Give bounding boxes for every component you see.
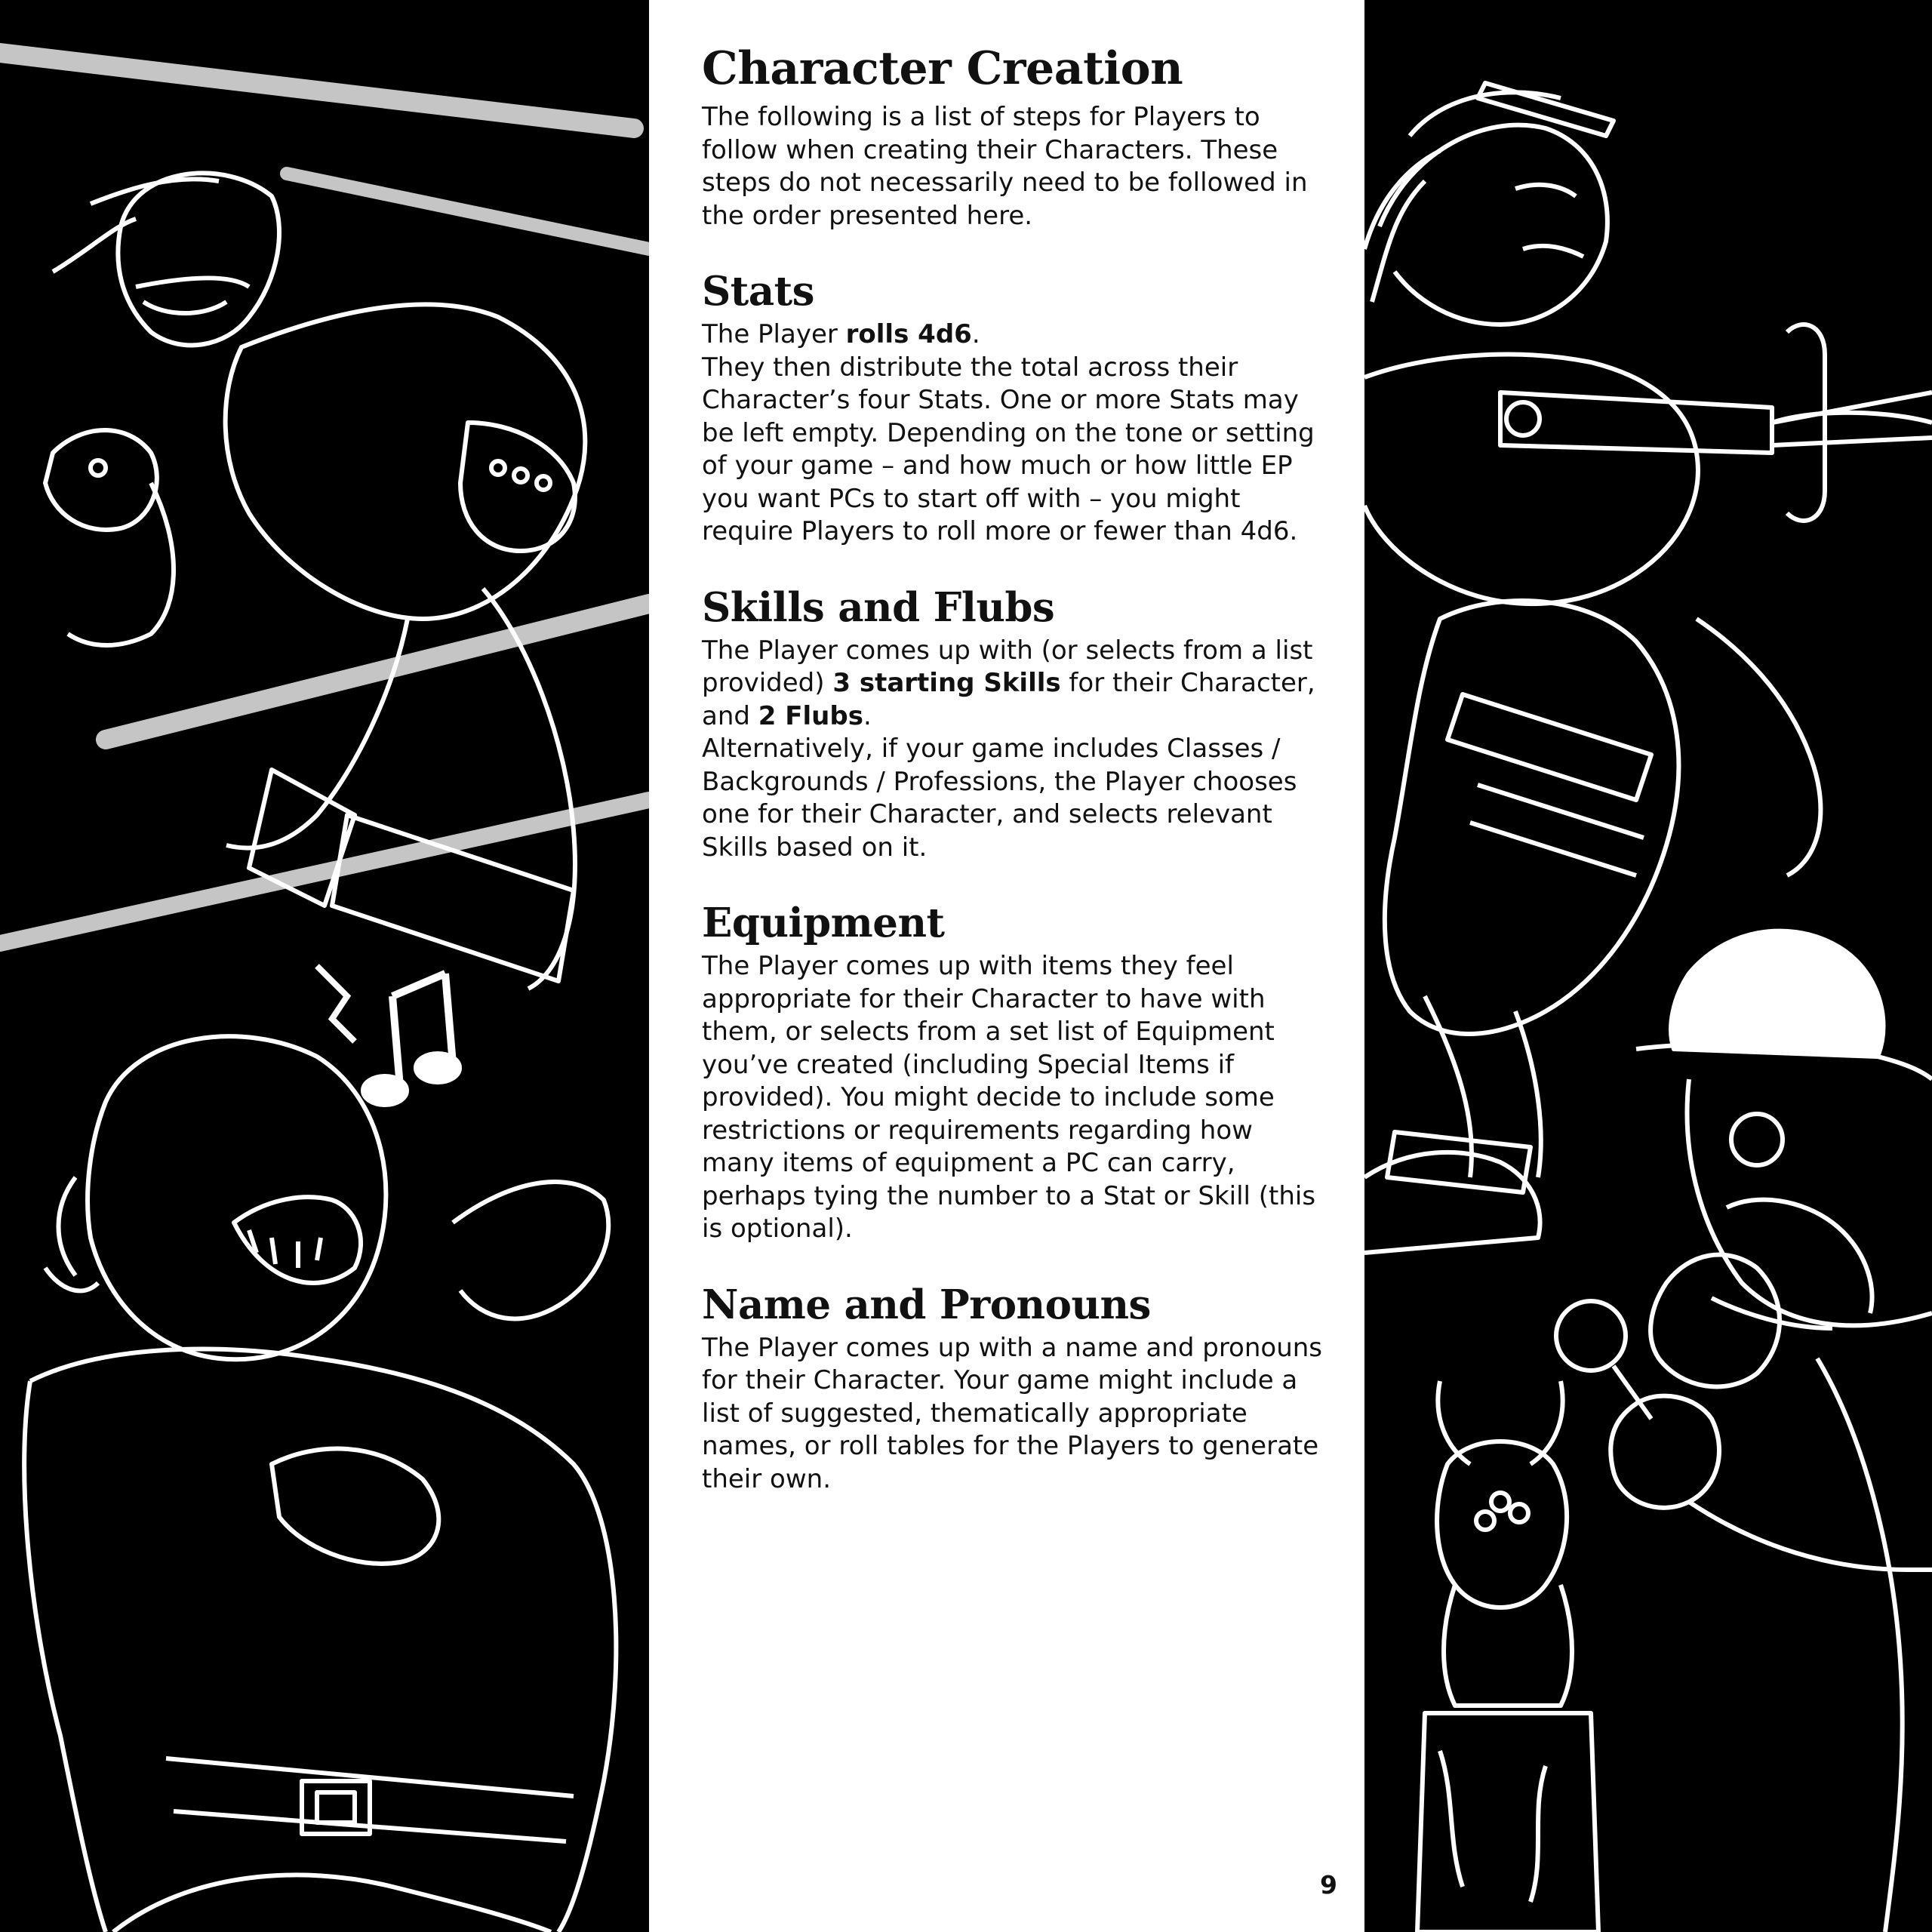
swordswoman-figure: [1364, 83, 1932, 1253]
body-line: their own.: [702, 1463, 831, 1494]
section-heading: Name and Pronouns: [702, 1281, 1151, 1328]
body-line: [702, 667, 1328, 700]
section-equipment: [702, 896, 1328, 1246]
page-title: Character Creation: [702, 42, 1183, 95]
body-line: Skills based on it.: [702, 832, 928, 863]
text-run: .: [971, 319, 980, 349]
body-line: appropriate for their Character to have with: [702, 983, 1266, 1014]
section-heading: Equipment: [702, 900, 945, 946]
section-skills-and-flubs: [702, 580, 1328, 865]
left-illustration: [0, 0, 649, 1932]
bold-text: rolls 4d6: [845, 319, 972, 349]
body-line: The Player comes up with (or selects from a list: [702, 635, 1313, 666]
body-line: [702, 318, 1328, 352]
body-line: is optional).: [702, 1214, 853, 1244]
body-line: The Player comes up with a name and pronouns: [702, 1332, 1323, 1363]
music-notes: [317, 966, 459, 1104]
intro-line: The following is a list of steps for Players to: [702, 102, 1260, 132]
detective-figure: [1556, 931, 1932, 1932]
body-line: require Players to roll more or fewer than 4d6.: [702, 516, 1298, 546]
body-line: Alternatively, if your game includes Classes /: [702, 734, 1281, 764]
bold-text: 2 Flubs: [758, 700, 863, 731]
body-line: restrictions or requirements regarding how: [702, 1115, 1253, 1146]
body-line: of your game – and how much or how little EP: [702, 451, 1293, 481]
text-run: and: [702, 700, 758, 731]
body-line: [702, 700, 1328, 734]
body-line: names, or roll tables for the Players to generate: [702, 1431, 1319, 1461]
intro-line: the order presented here.: [702, 200, 1033, 231]
body-line: you want PCs to start off with – you might: [702, 483, 1241, 514]
body-line: you’ve created (including Special Items if: [702, 1049, 1235, 1080]
intro-line: follow when creating their Characters. These: [702, 134, 1278, 165]
body-line: them, or selects from a set list of Equipment: [702, 1017, 1275, 1047]
intro-line: steps do not necessarily need to be followed in: [702, 168, 1308, 198]
page-content: [702, 36, 1328, 1496]
body-line: They then distribute the total across their: [702, 352, 1238, 383]
text-run: The Player: [702, 319, 846, 349]
body-line: one for their Character, and selects relevant: [702, 799, 1272, 829]
right-illustration-panel: [1364, 0, 1932, 1932]
body-line: perhaps tying the number to a Stat or Skill (this: [702, 1180, 1316, 1211]
left-illustration-panel: [0, 0, 649, 1932]
body-line: Character’s four Stats. One or more Stats may: [702, 385, 1299, 415]
speed-streaks: [0, 53, 649, 943]
section-heading: Skills and Flubs: [702, 583, 1055, 631]
body-line: list of suggested, thematically appropriate: [702, 1398, 1247, 1429]
bard-figure: [24, 1036, 616, 1932]
section-stats: [702, 264, 1328, 549]
text-run: provided): [702, 668, 833, 698]
text-panel: [649, 0, 1364, 1932]
body-line: Backgrounds / Professions, the Player chooses: [702, 766, 1297, 797]
page-number: 9: [1320, 1870, 1337, 1900]
body-line: for their Character. Your game might include a: [702, 1365, 1298, 1395]
section-character-creation: [702, 36, 1328, 232]
body-line: provided). You might decide to include some: [702, 1082, 1275, 1112]
section-name-and-pronouns: [702, 1278, 1328, 1497]
right-illustration: [1364, 0, 1932, 1932]
idol-statue: [1417, 1381, 1598, 1932]
bold-text: 3 starting Skills: [832, 668, 1061, 698]
text-run: for their Character,: [1060, 668, 1315, 698]
section-heading: Stats: [702, 268, 814, 315]
body-line: be left empty. Depending on the tone or setting: [702, 417, 1315, 448]
text-run: .: [863, 700, 872, 731]
body-line: many items of equipment a PC can carry,: [702, 1148, 1235, 1178]
body-line: The Player comes up with items they feel: [702, 951, 1234, 981]
